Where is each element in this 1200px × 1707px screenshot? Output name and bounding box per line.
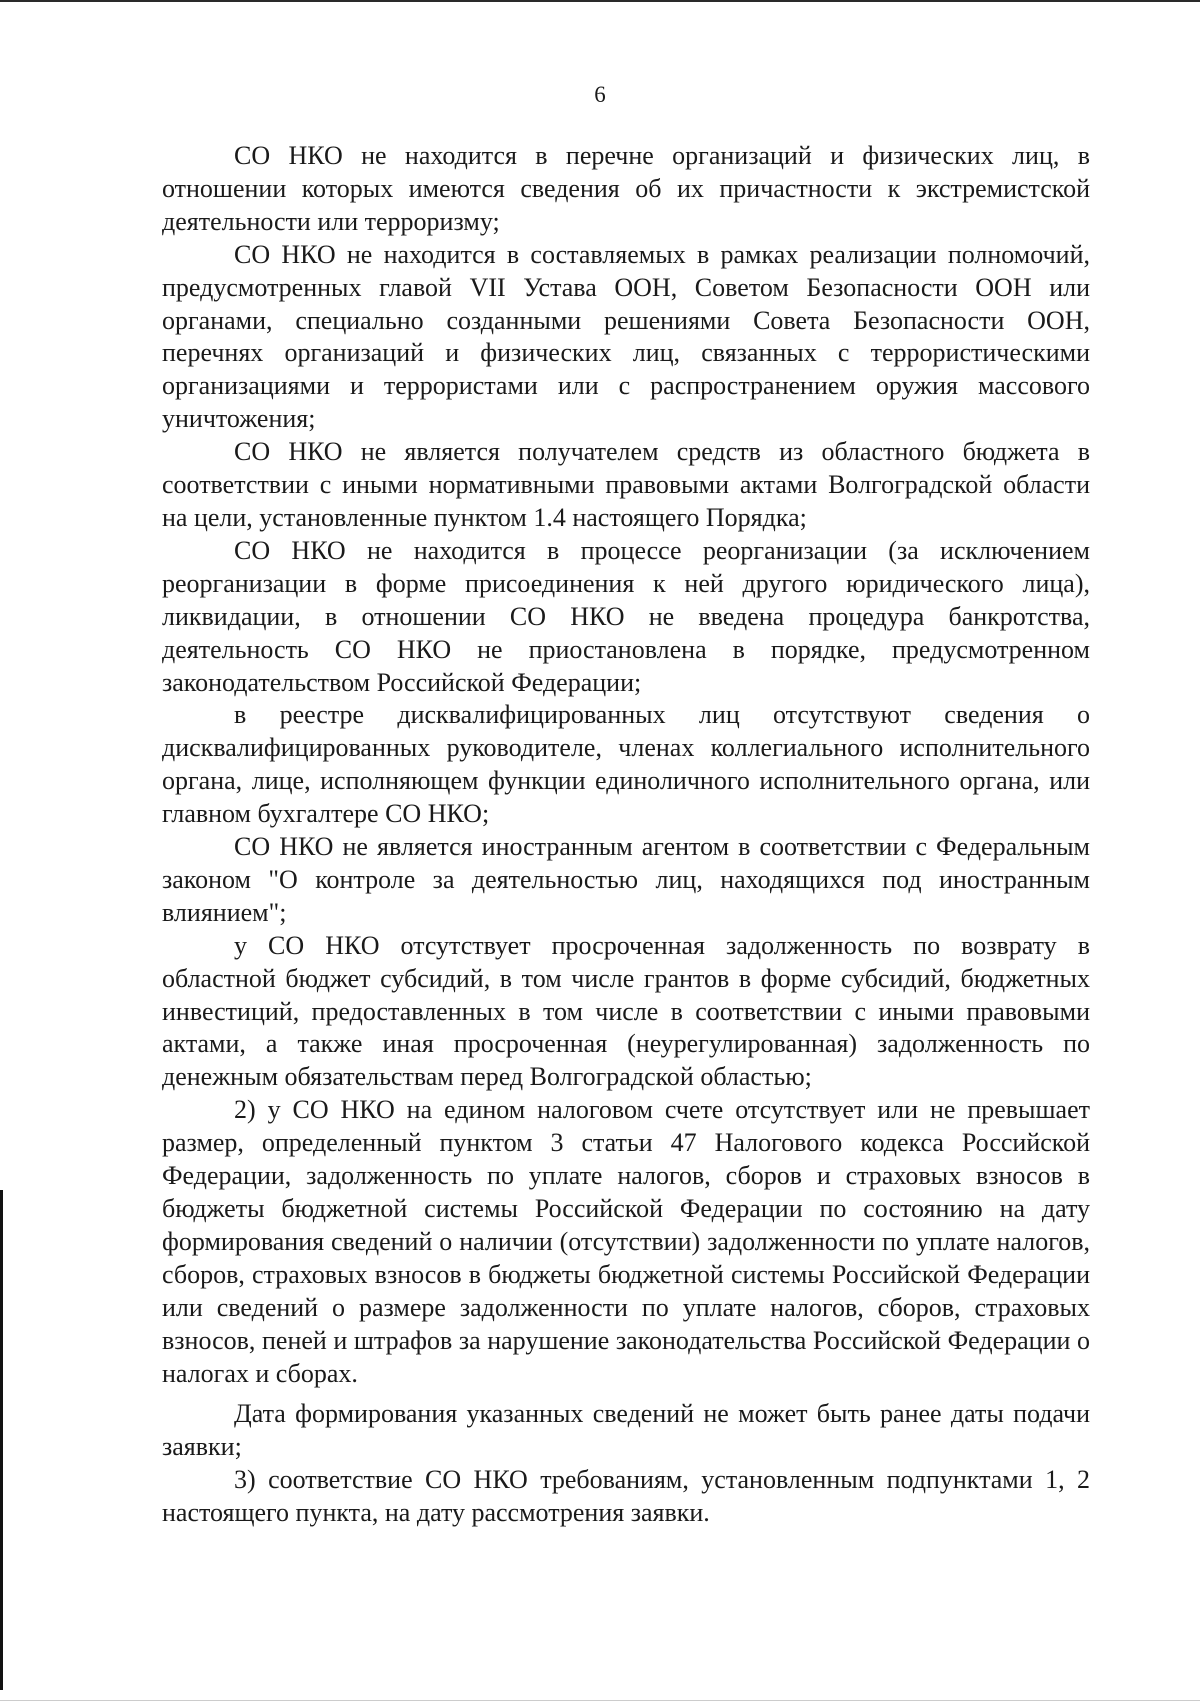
paragraph-reorganization: СО НКО не находится в процессе реорганизации (за исключением реорганизации в форме присоединения к ней другого юридического лица), ликвидации, в отношении СО НКО не введена процедура банкротства, деятельность СО НКО не приостановлена в порядке, предусмотренном законодательством Российской Федерации; (162, 535, 1090, 697)
paragraph-tax-debt: 2) у СО НКО на едином налоговом счете отсутствует или не превышает размер, определенный пунктом 3 статьи 47 Налогового кодекса Российской Федерации, задолженность по уплате налогов, сборов и страховых взносов в бюджеты бюджетной системы Российской Федерации по состоянию на дату формирования сведений о наличии (отсутствии) задолженности по уплате налогов, сборов, страховых взносов в бюджеты бюджетной системы Российской Федерации или сведений о размере задолженности по уплате налогов, сборов, страховых взносов, пеней и штрафов за нарушение законодательства Российской Федерации о налогах и сборах. (162, 1095, 1090, 1388)
document-body (162, 140, 1090, 1530)
paragraph-un-sanctions-list: СО НКО не находится в составляемых в рамках реализации полномочий, предусмотренных главой VII Устава ООН, Советом Безопасности ООН или органами, специально созданными решениями Совета Безопасности ООН, перечнях организаций и физических лиц, связанных с террористическими организациями и террористами или с распространением оружия массового уничтожения; (162, 239, 1090, 434)
scan-border-bottom (0, 1700, 1200, 1701)
page-number: 6 (594, 82, 606, 107)
paragraph-data-date: Дата формирования указанных сведений не может быть ранее даты подачи заявки; (162, 1399, 1090, 1462)
scan-border-left (0, 1190, 3, 1690)
paragraph-extremism-list: СО НКО не находится в перечне организаций и физических лиц, в отношении которых имеются сведения об их причастности к экстремистской деятельности или терроризму; (162, 141, 1090, 236)
paragraph-disqualified-persons: в реестре дисквалифицированных лиц отсутствуют сведения о дисквалифицированных руководителе, членах коллегиального исполнительного органа, лице, исполняющем функции единоличного исполнительного органа, или главном бухгалтере СО НКО; (162, 700, 1090, 829)
paragraph-compliance-date: 3) соответствие СО НКО требованиям, установленным подпунктами 1, 2 настоящего пункта, на дату рассмотрения заявки. (162, 1465, 1090, 1528)
paragraph-foreign-agent: СО НКО не является иностранным агентом в соответствии с Федеральным законом "О контроле за деятельностью лиц, находящихся под иностранным влиянием"; (162, 832, 1090, 927)
paragraph-budget-recipient: СО НКО не является получателем средств из областного бюджета в соответствии с иными нормативными правовыми актами Волгоградской области на цели, установленные пунктом 1.4 настоящего Порядка; (162, 437, 1090, 532)
scan-border-top (0, 0, 1200, 2)
paragraph-overdue-debt: у СО НКО отсутствует просроченная задолженность по возврату в областной бюджет субсидий, в том числе грантов в форме субсидий, бюджетных инвестиций, предоставленных в том числе в соответствии с иными правовыми актами, а также иная просроченная (неурегулированная) задолженность по денежным обязательствам перед Волгоградской областью; (162, 930, 1090, 1092)
